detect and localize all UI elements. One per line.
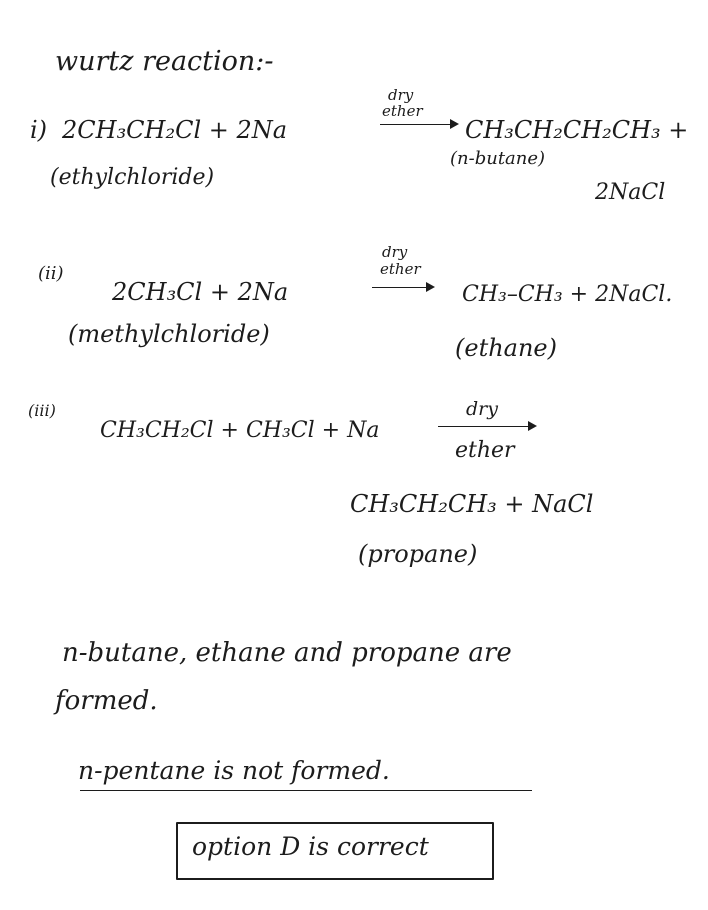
reaction-1-reactant-name: (ethylchloride) <box>50 165 215 190</box>
reaction-1-product: CH₃CH₂CH₂CH₃ + <box>465 116 689 144</box>
reaction-2-condition-bottom: ether <box>380 260 421 278</box>
reaction-2-condition-top: dry <box>382 243 408 261</box>
reaction-3-product: CH₃CH₂CH₃ + NaCl <box>350 490 594 518</box>
reaction-1-lhs: 2CH₃CH₂Cl + 2Na <box>62 116 288 144</box>
reaction-2-arrow-line <box>372 287 428 288</box>
reaction-3-lhs: CH₃CH₂Cl + CH₃Cl + Na <box>100 418 380 443</box>
reaction-1-condition-top: dry <box>388 86 414 104</box>
reaction-2-number: (ii) <box>38 263 64 284</box>
reaction-3-product-name: (propane) <box>358 540 478 568</box>
reaction-1-arrow-line <box>380 124 452 125</box>
reaction-2-product-name: (ethane) <box>455 334 557 362</box>
conclusion-line-1: n-butane, ethane and propane are <box>62 638 512 668</box>
reaction-3-number: (iii) <box>28 401 56 420</box>
statement: n-pentane is not formed. <box>78 756 390 785</box>
conclusion-line-2: formed. <box>55 686 158 716</box>
reaction-2-lhs: 2CH₃Cl + 2Na <box>112 278 289 306</box>
reaction-1-arrow-head <box>450 119 459 129</box>
reaction-1-number: i) <box>30 116 48 144</box>
reaction-3-arrow-line <box>438 426 530 427</box>
reaction-3-arrow-head <box>528 421 537 431</box>
reaction-2-reactant-name: (methylchloride) <box>68 320 270 348</box>
reaction-2-product: CH₃–CH₃ + 2NaCl. <box>462 282 673 307</box>
reaction-3-condition-top: dry <box>466 398 498 420</box>
reaction-3-condition-bottom: ether <box>455 438 515 463</box>
heading: wurtz reaction:- <box>55 46 274 77</box>
reaction-1-byproduct: 2NaCl <box>595 180 666 205</box>
reaction-2-arrow-head <box>426 282 435 292</box>
reaction-1-condition-bottom: ether <box>382 102 423 120</box>
reaction-1-product-name: (n-butane) <box>450 148 546 169</box>
statement-underline <box>80 790 532 791</box>
answer-text: option D is correct <box>192 832 429 861</box>
